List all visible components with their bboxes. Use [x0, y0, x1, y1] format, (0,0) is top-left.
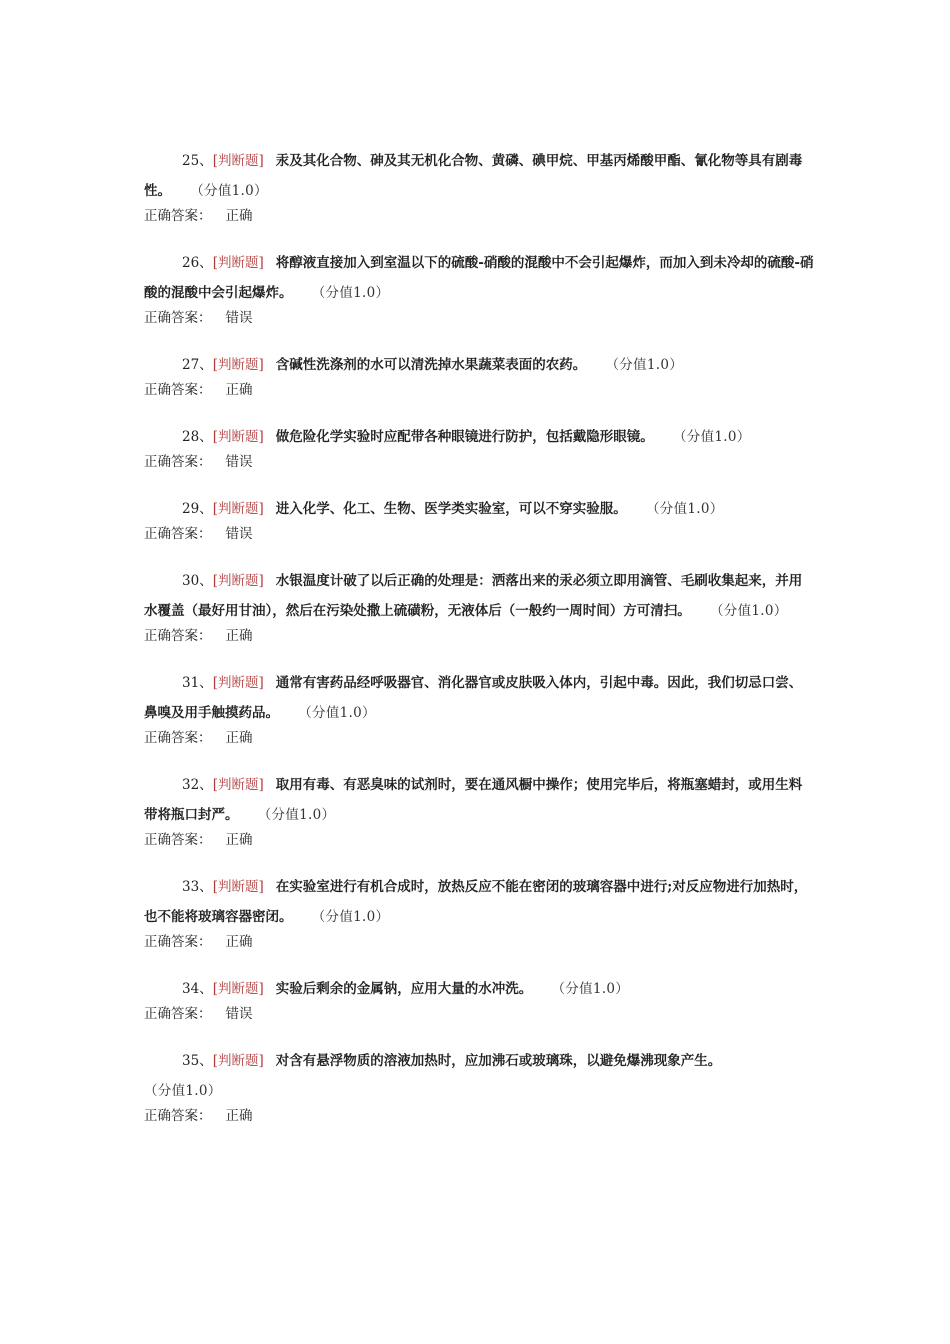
- answer-line: [144, 1106, 814, 1126]
- answer-line: [144, 206, 814, 226]
- question-number: 29、: [182, 501, 213, 517]
- question-text: 水银温度计破了以后正确的处理是：洒落出来的汞必须立即用滴管、毛刷收集起来，并用水覆盖（最好用甘油），然后在污染处撒上硫磺粉，无液体后（一般约一周时间）方可清扫。: [144, 573, 803, 619]
- question-text: 取用有毒、有恶臭味的试剂时，要在通风橱中操作；使用完毕后，将瓶塞蜡封，或用生料带将瓶口封严。: [144, 777, 803, 823]
- question-number: 33、: [182, 879, 213, 895]
- question-body: [144, 668, 814, 728]
- question-body: [144, 146, 814, 206]
- question-type: [判断题]: [212, 981, 264, 997]
- question-text: 将醇液直接加入到室温以下的硫酸-硝酸的混酸中不会引起爆炸，而加入到未冷却的硫酸-硝酸的混酸中会引起爆炸。: [144, 255, 814, 301]
- answer-label: 正确答案：: [144, 1006, 212, 1022]
- answer-line: [144, 830, 814, 850]
- question-body: [144, 566, 814, 626]
- question-body: [144, 494, 814, 524]
- question-item: [144, 248, 814, 328]
- question-text: 实验后剩余的金属钠，应用大量的水冲洗。: [275, 981, 533, 997]
- answer-label: 正确答案：: [144, 310, 212, 326]
- question-type: [判断题]: [212, 501, 264, 517]
- question-item: [144, 668, 814, 748]
- answer-line: [144, 452, 814, 472]
- question-type: [判断题]: [212, 573, 264, 589]
- question-score: （分值1.0）: [612, 357, 684, 373]
- answer-line: [144, 728, 814, 748]
- answer-value: 正确: [225, 208, 253, 224]
- question-item: [144, 872, 814, 952]
- answer-label: 正确答案：: [144, 454, 212, 470]
- question-score: （分值1.0）: [679, 429, 751, 445]
- question-number: 35、: [182, 1053, 213, 1069]
- question-number: 26、: [182, 255, 213, 271]
- answer-line: [144, 1004, 814, 1024]
- answer-label: 正确答案：: [144, 382, 212, 398]
- question-body: [144, 248, 814, 308]
- answer-label: 正确答案：: [144, 934, 212, 950]
- answer-line: [144, 932, 814, 952]
- question-score: （分值1.0）: [305, 705, 376, 721]
- question-number: 28、: [182, 429, 213, 445]
- question-type: [判断题]: [212, 357, 264, 373]
- question-item: [144, 566, 814, 646]
- question-type: [判断题]: [212, 1053, 264, 1069]
- question-list: [144, 146, 814, 1148]
- answer-value: 错误: [225, 310, 253, 326]
- answer-value: 正确: [225, 730, 253, 746]
- question-score: （分值1.0）: [716, 603, 788, 619]
- question-type: [判断题]: [212, 255, 264, 271]
- answer-value: 正确: [225, 1108, 253, 1124]
- answer-line: [144, 524, 814, 544]
- question-number: 31、: [182, 675, 213, 691]
- answer-value: 错误: [225, 526, 253, 542]
- question-number: 32、: [182, 777, 213, 793]
- answer-label: 正确答案：: [144, 730, 212, 746]
- answer-value: 正确: [225, 832, 253, 848]
- question-text: 通常有害药品经呼吸器官、消化器官或皮肤吸入体内，引起中毒。因此，我们切忌口尝、鼻嗅及用手触摸药品。: [144, 675, 803, 721]
- answer-line: [144, 380, 814, 400]
- question-text: 做危险化学实验时应配带各种眼镜进行防护，包括戴隐形眼镜。: [275, 429, 654, 445]
- answer-line: [144, 308, 814, 328]
- question-text: 对含有悬浮物质的溶液加热时，应加沸石或玻璃珠，以避免爆沸现象产生。: [275, 1053, 722, 1069]
- answer-value: 正确: [225, 628, 253, 644]
- question-body: [144, 1046, 814, 1106]
- question-score: （分值1.0）: [144, 1083, 222, 1099]
- question-number: 34、: [182, 981, 213, 997]
- answer-label: 正确答案：: [144, 208, 212, 224]
- question-score: （分值1.0）: [318, 285, 390, 301]
- question-item: [144, 350, 814, 400]
- answer-label: 正确答案：: [144, 628, 212, 644]
- question-body: [144, 350, 814, 380]
- question-text: 在实验室进行有机合成时，放热反应不能在密闭的玻璃容器中进行;对反应物进行加热时，也不能将玻璃容器密闭。: [144, 879, 808, 925]
- question-type: [判断题]: [212, 153, 264, 169]
- question-score: （分值1.0）: [652, 501, 724, 517]
- question-item: [144, 770, 814, 850]
- question-item: [144, 1046, 814, 1126]
- question-body: [144, 422, 814, 452]
- answer-line: [144, 626, 814, 646]
- answer-value: 正确: [225, 934, 253, 950]
- answer-value: 错误: [225, 454, 253, 470]
- question-number: 30、: [182, 573, 213, 589]
- question-item: [144, 422, 814, 472]
- question-body: [144, 974, 814, 1004]
- answer-label: 正确答案：: [144, 832, 212, 848]
- question-item: [144, 494, 814, 544]
- question-body: [144, 872, 814, 932]
- question-score: （分值1.0）: [264, 807, 336, 823]
- question-score: （分值1.0）: [558, 981, 630, 997]
- question-text: 汞及其化合物、砷及其无机化合物、黄磷、碘甲烷、甲基丙烯酸甲酯、氰化物等具有剧毒性。: [144, 153, 803, 199]
- question-type: [判断题]: [212, 429, 264, 445]
- question-text: 含碱性洗涤剂的水可以清洗掉水果蔬菜表面的农药。: [275, 357, 587, 373]
- question-type: [判断题]: [212, 879, 264, 895]
- answer-value: 错误: [225, 1006, 253, 1022]
- question-text: 进入化学、化工、生物、医学类实验室，可以不穿实验服。: [275, 501, 627, 517]
- question-number: 25、: [182, 153, 213, 169]
- question-type: [判断题]: [212, 777, 264, 793]
- question-item: [144, 146, 814, 226]
- answer-label: 正确答案：: [144, 526, 212, 542]
- question-score: （分值1.0）: [318, 909, 390, 925]
- answer-label: 正确答案：: [144, 1108, 212, 1124]
- question-body: [144, 770, 814, 830]
- question-type: [判断题]: [212, 675, 264, 691]
- answer-value: 正确: [225, 382, 253, 398]
- question-score: （分值1.0）: [197, 183, 268, 199]
- question-number: 27、: [182, 357, 213, 373]
- question-item: [144, 974, 814, 1024]
